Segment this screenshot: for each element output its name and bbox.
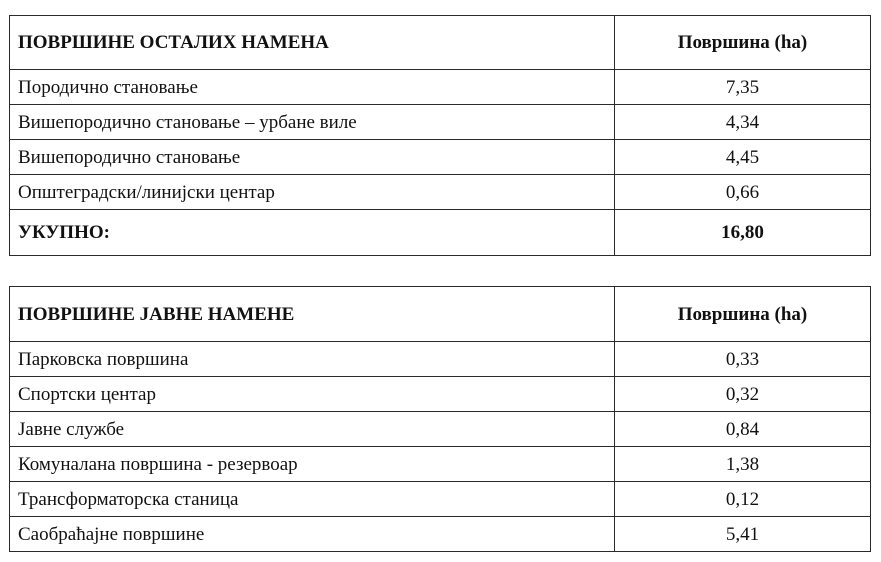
row-value: 4,34 <box>615 105 871 140</box>
row-name: Општеградски/линијски центар <box>10 175 615 210</box>
table-row <box>10 105 871 140</box>
other-uses-table <box>9 15 871 256</box>
row-name: Трансформаторска станица <box>10 482 615 517</box>
row-name: Вишепородично становање <box>10 140 615 175</box>
row-name: Комуналана површина - резервоар <box>10 447 615 482</box>
row-name: Јавне службе <box>10 412 615 447</box>
row-value: 0,66 <box>615 175 871 210</box>
table-row <box>10 175 871 210</box>
row-value: 0,33 <box>615 342 871 377</box>
public-uses-header-value: Површина (ha) <box>615 287 871 342</box>
row-value: 5,41 <box>615 517 871 552</box>
row-name: Вишепородично становање – урбане виле <box>10 105 615 140</box>
total-row <box>10 210 871 256</box>
table-header-row <box>10 16 871 70</box>
row-value: 1,38 <box>615 447 871 482</box>
table-row <box>10 140 871 175</box>
table-row <box>10 447 871 482</box>
row-name: Саобраћајне површине <box>10 517 615 552</box>
row-name: Породично становање <box>10 70 615 105</box>
row-name: Спортски центар <box>10 377 615 412</box>
total-value: 16,80 <box>615 210 871 256</box>
row-value: 0,12 <box>615 482 871 517</box>
row-value: 7,35 <box>615 70 871 105</box>
table-row <box>10 482 871 517</box>
public-uses-header-name: ПОВРШИНЕ ЈАВНЕ НАМЕНЕ <box>10 287 615 342</box>
table-row <box>10 517 871 552</box>
table-row <box>10 377 871 412</box>
other-uses-header-value: Површина (ha) <box>615 16 871 70</box>
table-row <box>10 412 871 447</box>
row-value: 0,32 <box>615 377 871 412</box>
table-row <box>10 70 871 105</box>
row-value: 0,84 <box>615 412 871 447</box>
table-row <box>10 342 871 377</box>
row-name: Парковска површина <box>10 342 615 377</box>
total-label: УКУПНО: <box>10 210 615 256</box>
other-uses-header-name: ПОВРШИНЕ ОСТАЛИХ НАМЕНА <box>10 16 615 70</box>
public-uses-table <box>9 286 871 552</box>
row-value: 4,45 <box>615 140 871 175</box>
table-header-row <box>10 287 871 342</box>
